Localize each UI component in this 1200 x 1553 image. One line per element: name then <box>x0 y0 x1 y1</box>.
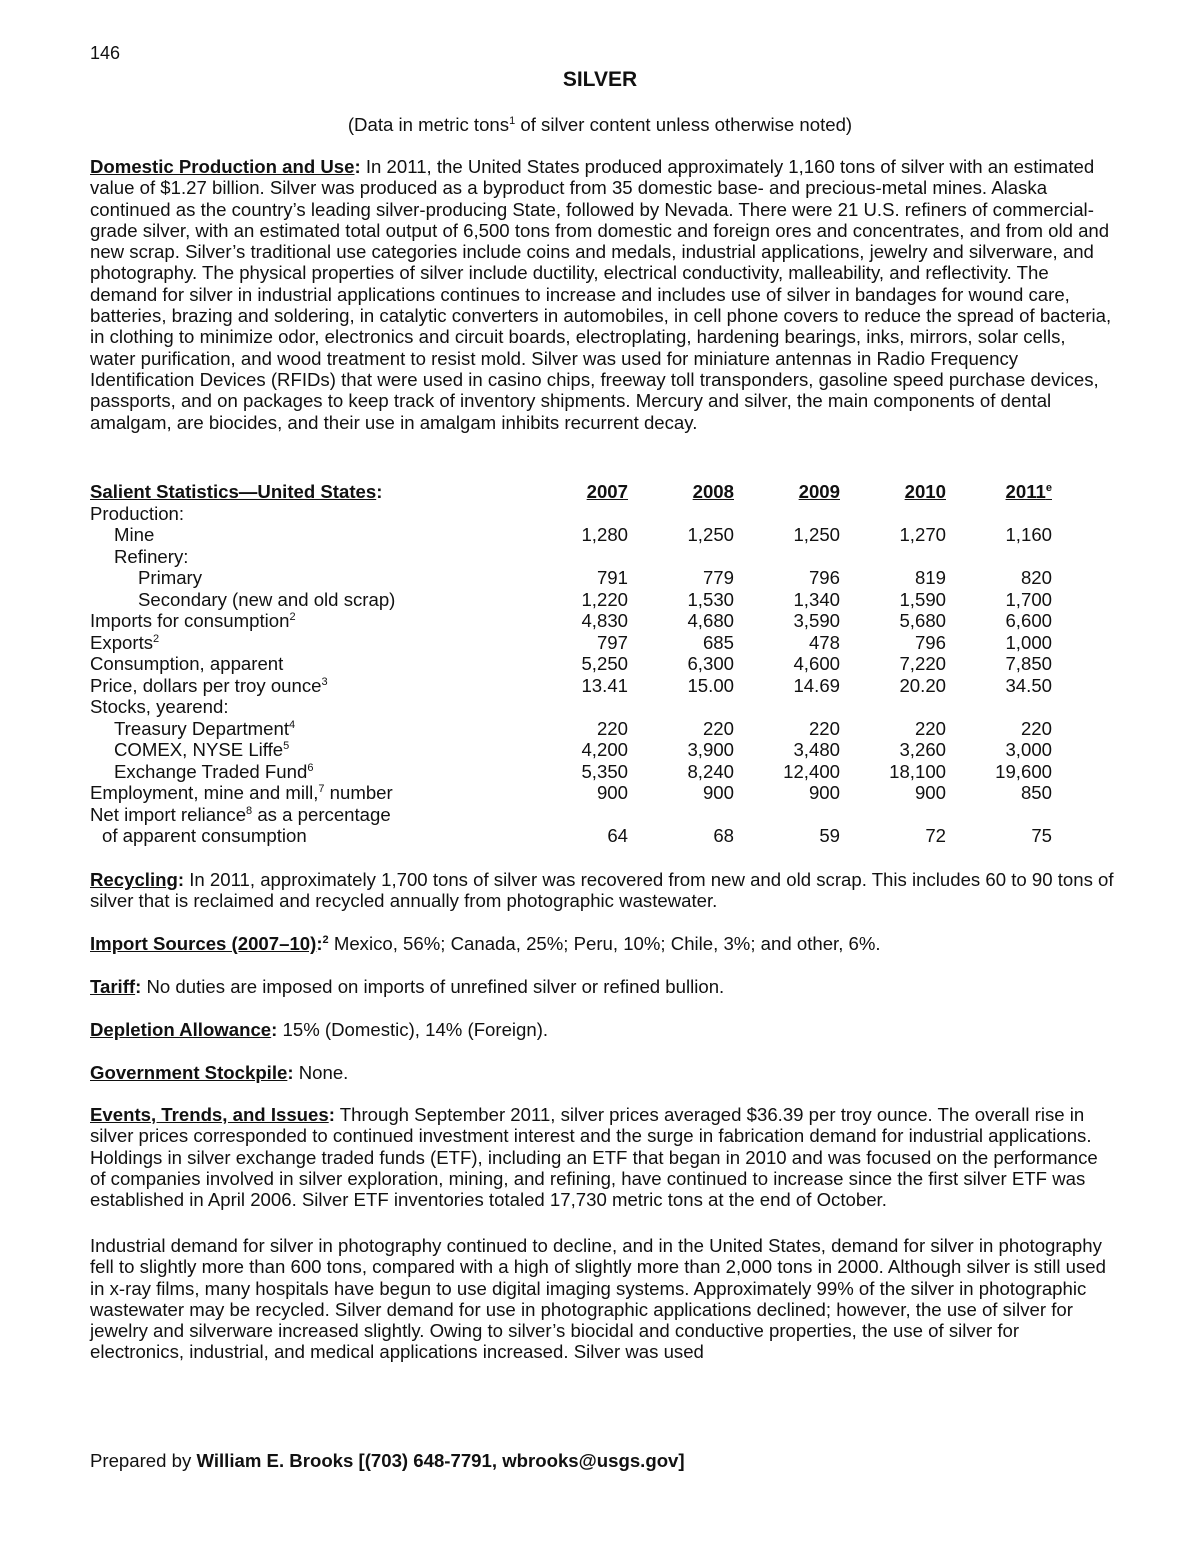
table-row <box>90 761 1090 783</box>
cell-value: 797 <box>596 631 628 653</box>
cell-value: 791 <box>596 567 628 588</box>
section-text: In 2011, the United States produced approximately 1,160 tons of silver with an estimated value of $1.27 billion. Silver was produced as a byproduct from 35 domestic base- and precious-metal mines. Alaska continued as the country’s leading silver-producing State, followed by Nevada. There were 21 U.S. refiners of commercial-grade silver, with an estimated total output of 6,500 tons from domestic and foreign ores and concentrates, and from old and new scrap. Silver’s traditional use categories include coins and medals, industrial applications, jewelry and silverware, and photography. The physical properties of silver include ductility, electrical conductivity, malleability, and reflectivity. The demand for silver in industrial applications continues to increase and includes use of silver in bandages for wound care, batteries, brazing and soldering, in catalytic converters in automobiles, in cell phone covers to reduce the spread of bacteria, in clothing to minimize odor, electronics and circuit boards, electroplating, hardening bearings, inks, mirrors, solar cells, water purification, and wood treatment to resist mold. Silver was used for miniature antennas in Radio Frequency Identification Devices (RFIDs) that were used in casino chips, freeway toll transponders, gasoline speed purchase devices, passports, and on packages to keep track of inventory shipments. Mercury and silver, the main components of dental amalgam, are biocides, and their use in amalgam inhibits recurrent decay. <box>90 156 1112 433</box>
cell-value: 3,480 <box>793 739 840 760</box>
cell-value: 1,250 <box>793 524 840 545</box>
cell-value: 6,300 <box>687 653 734 674</box>
table-row <box>90 804 1090 826</box>
section-heading: Events, Trends, and Issues <box>90 1104 329 1125</box>
cell-value: 4,680 <box>687 610 734 631</box>
year-header: 2008 <box>692 481 734 502</box>
cell-value: 19,600 <box>995 760 1052 782</box>
cell-value: 900 <box>702 782 734 803</box>
row-label: Production: <box>90 502 185 524</box>
cell-value: 478 <box>808 631 840 653</box>
cell-value: 12,400 <box>783 760 840 782</box>
row-label: Imports for consumption$^2$ <box>90 610 296 631</box>
cell-value: 5,680 <box>899 610 946 631</box>
cell-value: 18,100 <box>889 760 946 782</box>
table-row <box>90 675 1090 697</box>
table-heading: Salient Statistics—United States <box>90 481 377 502</box>
table-row <box>90 546 1090 568</box>
table-row <box>90 524 1090 546</box>
section-text: Industrial demand for silver in photography continued to decline, and in the United States, demand for silver in photography fell to slightly more than 600 tons, compared with a high of slightly more than 2,000 tons in 2000. Although silver is still used in x-ray films, many hospitals have begun to use digital imaging systems. Approximately 99% of the silver in photographic wastewater may be recycled. Silver demand for use in photographic applications declined; however, the use of silver for jewelry and silverware increased slightly. Owing to silver’s biocidal and conductive properties, the use of silver for electronics, industrial, and medical applications increased. Silver was used <box>90 1235 1106 1363</box>
table-row <box>90 567 1090 589</box>
cell-value: 68 <box>713 825 734 846</box>
section-heading: Recycling <box>90 869 178 890</box>
table-row <box>90 739 1090 761</box>
industrial-demand-paragraph <box>90 1235 1115 1363</box>
section-text: Mexico, 56%; Canada, 25%; Peru, 10%; Chile, 3%; and other, 6%. <box>333 933 881 954</box>
depletion-allowance-section: Depletion Allowance: 15% (Domestic), 14% (Foreign). <box>90 1019 549 1040</box>
cell-value: 779 <box>702 567 734 588</box>
cell-value: 7,220 <box>899 653 946 674</box>
table-row <box>90 696 1090 718</box>
row-label: Exchange Traded Fund$^6$ <box>114 760 314 782</box>
section-text: Through September 2011, silver prices averaged $36.39 per troy ounce. The overall rise in silver prices corresponded to continued investment interest and the surge in fabrication demand for industrial applications. Holdings in silver exchange traded funds (ETF), including an ETF that began in 2010 and was focused on the performance of companies involved in silver exploration, mining, and refining, have continued to increase since the first silver ETF was established in April 2006. Silver ETF inventories totaled 17,730 metric tons at the end of October. <box>90 1104 1098 1211</box>
table-row <box>90 610 1090 632</box>
cell-value: 14.69 <box>793 674 840 696</box>
cell-value: 5,350 <box>581 760 628 782</box>
section-heading: Domestic Production and Use <box>90 156 355 177</box>
row-label: Net import reliance$^8$ as a percentage <box>90 803 391 825</box>
row-label: Employment, mine and mill,$^7$ number <box>90 782 393 803</box>
government-stockpile-section: Government Stockpile: None. <box>90 1062 349 1083</box>
cell-value: 15.00 <box>687 674 734 696</box>
events-trends-section: Events, Trends, and Issues: Through September 2011, silver prices averaged $36.39 per troy ounce. The overall rise in silver prices corresponded to continued investment interest and the surge in fabrication demand for industrial applications. Holdings in silver exchange traded funds (ETF), including an ETF that began in 2010 and was focused on the performance of companies involved in silver exploration, mining, and refining, have continued to increase since the first silver ETF was established in April 2006. Silver ETF inventories totaled 17,730 metric tons at the end of October. <box>90 1104 1098 1211</box>
domestic-production-section: Domestic Production and Use: In 2011, the United States produced approximately 1,160 tons of silver with an estimated value of $1.27 billion. Silver was produced as a byproduct from 35 domestic base- and precious-metal mines. Alaska continued as the country’s leading silver-producing State, followed by Nevada. There were 21 U.S. refiners of commercial-grade silver, with an estimated total output of 6,500 tons from domestic and foreign ores and concentrates, and from old and new scrap. Silver’s traditional use categories include coins and medals, industrial applications, jewelry and silverware, and photography. The physical properties of silver include ductility, electrical conductivity, malleability, and reflectivity. The demand for silver in industrial applications continues to increase and includes use of silver in bandages for wound care, batteries, brazing and soldering, in catalytic converters in automobiles, in cell phone covers to reduce the spread of bacteria, in clothing to minimize odor, electronics and circuit boards, electroplating, hardening bearings, inks, mirrors, solar cells, water purification, and wood treatment to resist mold. Silver was used for miniature antennas in Radio Frequency Identification Devices (RFIDs) that were used in casino chips, freeway toll transponders, gasoline speed purchase devices, passports, and on packages to keep track of inventory shipments. Mercury and silver, the main components of dental amalgam, are biocides, and their use in amalgam inhibits recurrent decay. <box>90 156 1112 433</box>
cell-value: 220 <box>914 717 946 739</box>
cell-value: 220 <box>596 717 628 739</box>
cell-value: 34.50 <box>1005 674 1052 696</box>
cell-value: 5,250 <box>581 653 628 674</box>
cell-value: 1,280 <box>581 524 628 545</box>
cell-value: 13.41 <box>581 674 628 696</box>
footnote-marker: 1 <box>509 114 516 127</box>
cell-value: 3,900 <box>687 739 734 760</box>
page-subtitle: (Data in metric tons$^1$ of silver content unless otherwise noted) <box>347 114 853 135</box>
cell-value: 8,240 <box>687 760 734 782</box>
table-row <box>90 782 1090 804</box>
table-row <box>90 503 1090 525</box>
row-label: Treasury Department$^4$ <box>114 717 296 739</box>
cell-value: 900 <box>914 782 946 803</box>
row-label: of apparent consumption <box>102 825 307 846</box>
cell-value: 796 <box>914 631 946 653</box>
cell-value: 3,000 <box>1005 739 1052 760</box>
cell-value: 1,160 <box>1005 524 1052 545</box>
page-title: SILVER <box>562 68 638 91</box>
cell-value: 59 <box>819 825 840 846</box>
table-row <box>90 589 1090 611</box>
cell-value: 3,590 <box>793 610 840 631</box>
page-number: 146 <box>90 43 121 63</box>
cell-value: 796 <box>808 567 840 588</box>
row-label: Primary <box>138 567 203 588</box>
section-text: No duties are imposed on imports of unrefined silver or refined bullion. <box>146 976 725 997</box>
recycling-section: Recycling: In 2011, approximately 1,700 tons of silver was recovered from new and old scrap. This includes 60 to 90 tons of silver that is reclaimed and recycled annually from photographic wastewater. <box>90 869 1114 912</box>
cell-value: 1,000 <box>1005 631 1052 653</box>
cell-value: 3,260 <box>899 739 946 760</box>
year-header: 2009 <box>798 481 840 502</box>
cell-value: 1,530 <box>687 588 734 610</box>
row-label: Mine <box>114 524 155 545</box>
year-header: 2010 <box>904 481 946 502</box>
cell-value: 900 <box>596 782 628 803</box>
year-header: 2007 <box>586 481 628 502</box>
cell-value: 850 <box>1020 782 1052 803</box>
section-heading: Import Sources (2007–10) <box>90 933 317 954</box>
year-header: 2011e <box>1005 481 1052 502</box>
row-label: Consumption, apparent <box>90 653 284 674</box>
cell-value: 7,850 <box>1005 653 1052 674</box>
cell-value: 20.20 <box>899 674 946 696</box>
row-label: COMEX, NYSE Liffe$^5$ <box>114 739 290 760</box>
import-sources-section: Import Sources (2007–10):$^2$ Mexico, 56%; Canada, 25%; Peru, 10%; Chile, 3%; and other, 6%. <box>90 933 881 954</box>
row-label: Secondary (new and old scrap) <box>138 588 396 610</box>
cell-value: 685 <box>702 631 734 653</box>
author-contact: William E. Brooks [(703) 648-7791, wbrooks@usgs.gov] <box>196 1450 685 1471</box>
cell-value: 220 <box>808 717 840 739</box>
table-row <box>90 718 1090 740</box>
salient-statistics-table <box>90 481 1090 847</box>
row-label: Stocks, yearend: <box>90 696 229 717</box>
cell-value: 900 <box>808 782 840 803</box>
cell-value: 1,340 <box>793 588 840 610</box>
cell-value: 1,700 <box>1005 588 1052 610</box>
cell-value: 820 <box>1020 567 1052 588</box>
cell-value: 64 <box>607 825 628 846</box>
section-text: 15% (Domestic), 14% (Foreign). <box>282 1019 549 1040</box>
cell-value: 819 <box>914 567 946 588</box>
table-header-row: Salient Statistics—United States: 2007 2008 2009 2010 2011e <box>90 481 1052 502</box>
cell-value: 220 <box>1020 717 1052 739</box>
cell-value: 4,200 <box>581 739 628 760</box>
tariff-section: Tariff: No duties are imposed on imports of unrefined silver or refined bullion. <box>90 976 725 997</box>
row-label: Exports$^2$ <box>90 631 160 653</box>
cell-value: 1,590 <box>899 588 946 610</box>
cell-value: 4,600 <box>793 653 840 674</box>
cell-value: 1,250 <box>687 524 734 545</box>
section-heading: Government Stockpile <box>90 1062 288 1083</box>
row-label: Refinery: <box>114 545 189 567</box>
table-row <box>90 825 1090 847</box>
cell-value: 1,270 <box>899 524 946 545</box>
row-label: Price, dollars per troy ounce$^3$ <box>90 674 328 696</box>
cell-value: 72 <box>925 825 946 846</box>
section-text: In 2011, approximately 1,700 tons of silver was recovered from new and old scrap. This includes 60 to 90 tons of silver that is reclaimed and recycled annually from photographic wastewater. <box>90 869 1114 912</box>
cell-value: 1,220 <box>581 588 628 610</box>
section-text: None. <box>298 1062 349 1083</box>
prepared-by-footer: Prepared by William E. Brooks [(703) 648-7791, wbrooks@usgs.gov] <box>90 1450 685 1471</box>
section-heading: Tariff <box>90 976 136 997</box>
table-row <box>90 653 1090 675</box>
cell-value: 4,830 <box>581 610 628 631</box>
cell-value: 6,600 <box>1005 610 1052 631</box>
section-heading: Depletion Allowance <box>90 1019 272 1040</box>
table-row <box>90 632 1090 654</box>
cell-value: 75 <box>1031 825 1052 846</box>
cell-value: 220 <box>702 717 734 739</box>
